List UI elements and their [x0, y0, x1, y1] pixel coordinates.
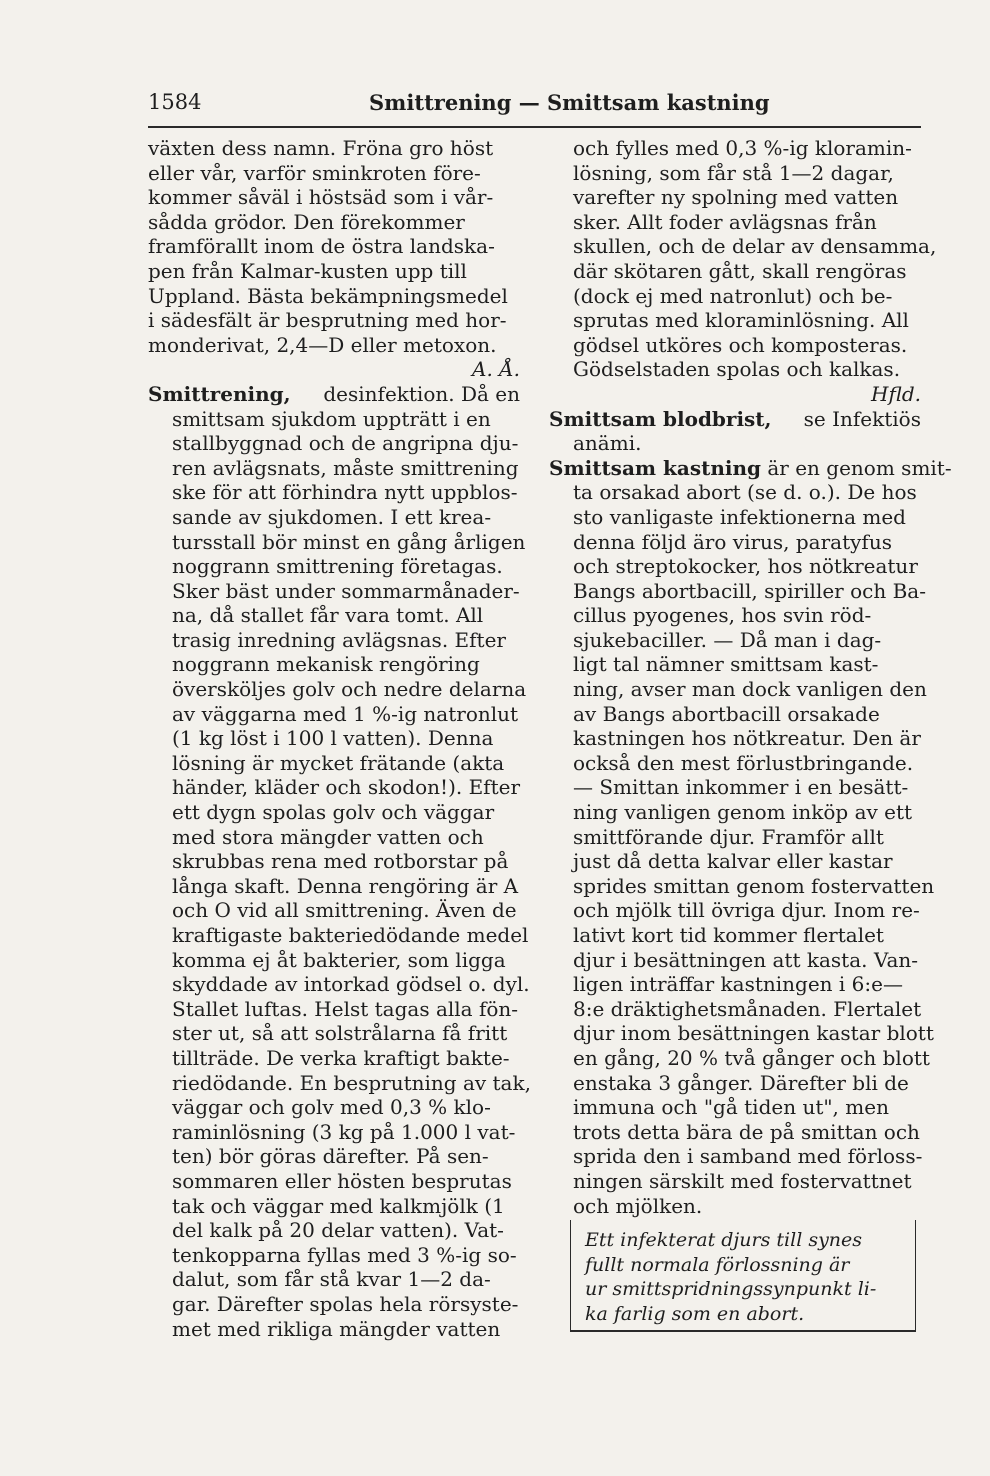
- entry-term: Smittsam blodbrist,: [549, 406, 772, 431]
- text-line: stallbyggnad och de angripna dju-: [172, 431, 519, 456]
- text-line: — Smittan inkommer i en besätt-: [573, 775, 909, 800]
- text-line: noggrann mekanisk rengöring: [172, 652, 480, 677]
- text-line: ett dygn spolas golv och väggar: [172, 800, 495, 825]
- text-line: del kalk på 20 delar vatten). Vat-: [172, 1218, 504, 1243]
- author-signature: A. Å.: [472, 357, 520, 382]
- text-line: av väggarna med 1 %-ig natronlut: [172, 701, 519, 726]
- text-line: kastningen hos nötkreatur. Den är: [573, 726, 921, 751]
- header-rule: [148, 126, 921, 128]
- entry-first-line: [148, 382, 520, 407]
- text-line: ske för att förhindra nytt uppblos-: [172, 480, 518, 505]
- text-line: ning vanligen genom inköp av ett: [573, 800, 913, 825]
- entry-first-line: [549, 455, 952, 481]
- text-line: sommaren eller hösten besprutas: [172, 1168, 512, 1193]
- text-line: sande av sjukdomen. I ett krea-: [172, 504, 492, 529]
- text-line: ren avlägsnats, måste smittrening: [172, 455, 519, 480]
- text-line: Gödselstaden spolas och kalkas.: [573, 357, 901, 382]
- text-line: kraftigaste bakteriedödande medel: [172, 923, 529, 947]
- paragraph-smittrening-cont: [549, 136, 937, 407]
- text-line: cillus pyogenes, hos svin röd-: [573, 603, 872, 628]
- text-line: i sädesfält är besprutning med hor-: [148, 308, 507, 333]
- text-line: (dock ej med natronlut) och be-: [573, 283, 893, 308]
- text-line: ta orsakad abort (se d. o.). De hos: [573, 480, 917, 505]
- note-line: Ett infekterat djurs till synes: [585, 1229, 863, 1251]
- text-line: 8:e dräktighetsmånaden. Flertalet: [573, 996, 922, 1021]
- text-line: ligen inträffar kastningen i 6:e—: [573, 972, 903, 997]
- text-line: pen från Kalmar-kusten upp till: [148, 258, 467, 283]
- text-line: väggar och golv med 0,3 % klo-: [172, 1095, 491, 1120]
- text-line: och mjölken.: [573, 1193, 703, 1218]
- running-title: Smittrening — Smittsam kastning: [369, 90, 770, 115]
- text-line: sjukebaciller. — Då man i dag-: [573, 627, 882, 652]
- cross-reference: se Infektiös: [803, 406, 921, 431]
- text-line: med stora mängder vatten och: [172, 824, 484, 849]
- text-line: met med rikliga mängder vatten: [172, 1316, 501, 1341]
- text-line: växten dess namn. Fröna gro höst: [148, 136, 494, 160]
- note-line: fullt normala förlossning är: [585, 1253, 850, 1276]
- entry-smittrening: [148, 381, 531, 1341]
- text-line: tak och väggar med kalkmjölk (1: [172, 1193, 505, 1218]
- text-line: komma ej åt bakterier, som ligga: [172, 947, 506, 972]
- text-line: noggrann smittrening företagas.: [172, 554, 503, 579]
- text-line: lösning är mycket frätande (akta: [172, 750, 505, 775]
- text-line: Stallet luftas. Helst tagas alla fön-: [172, 996, 519, 1021]
- entry-first-line: [549, 407, 921, 432]
- text-line: framförallt inom de östra landska-: [148, 234, 495, 259]
- author-signature: Hfld.: [871, 381, 921, 406]
- text-line: monderivat, 2,4—D eller metoxon.: [148, 332, 497, 357]
- paragraph-sminkrot-end: [148, 136, 520, 382]
- left-column: [148, 136, 531, 1341]
- text-line: skrubbas rena med rotborstar på: [172, 849, 509, 874]
- text-line: Bangs abortbacill, spiriller och Ba-: [573, 578, 926, 603]
- text-line: översköljes golv och nedre delarna: [172, 677, 527, 702]
- entry-smittsam-kastning: [549, 455, 952, 1218]
- text-line: sto vanligaste infektionerna med: [573, 504, 906, 529]
- text-line: trasig inredning avlägsnas. Efter: [172, 627, 506, 652]
- text-line: sådda grödor. Den förekommer: [148, 209, 465, 234]
- text-line: ligt tal nämner smittsam kast-: [573, 652, 879, 677]
- text-line: ten) bör göras därefter. På sen-: [172, 1144, 489, 1169]
- text-line: skullen, och de delar av densamma,: [573, 234, 937, 259]
- text-line: av Bangs abortbacill orsakade: [573, 701, 880, 726]
- text-line: anämi.: [573, 431, 642, 456]
- entry-term: Smittsam kastning: [549, 455, 762, 480]
- text-line: en gång, 20 % två gånger och blott: [573, 1045, 930, 1070]
- text-line: djur i besättningen att kasta. Van-: [573, 947, 918, 972]
- text-line: och streptokocker, hos nötkreatur: [573, 554, 918, 579]
- text-line: gödsel utköres och komposteras.: [573, 332, 908, 357]
- entry-term: Smittrening,: [148, 381, 291, 406]
- text-line: denna följd äro virus, paratyfus: [573, 529, 892, 554]
- text-line: gar. Därefter spolas hela rörsyste-: [172, 1291, 519, 1316]
- text-line: lösning, som får stå 1—2 dagar,: [573, 160, 894, 185]
- text-line: händer, kläder och skodon!). Efter: [172, 775, 521, 800]
- text-line: trots detta bära de på smittan och: [573, 1119, 920, 1144]
- text-line: och mjölk till övriga djur. Inom re-: [573, 898, 920, 923]
- entry-body: [549, 480, 935, 1218]
- text-line: och fylles med 0,3 %-ig kloramin-: [573, 136, 912, 160]
- text-line: smittförande djur. Framför allt: [573, 824, 884, 849]
- note-line: ka farlig som en abort.: [585, 1302, 805, 1325]
- text-line: sker. Allt foder avlägsnas från: [573, 209, 877, 234]
- text-line: tursstall bör minst en gång årligen: [172, 529, 526, 554]
- entry-definition-start: är en genom smit-: [767, 455, 952, 480]
- text-line: långa skaft. Denna rengöring är A: [172, 873, 519, 898]
- text-line: kommer såväl i höstsäd som i vår-: [148, 185, 494, 210]
- text-line: tenkopparna fyllas med 3 %-ig so-: [172, 1242, 517, 1267]
- text-line: enstaka 3 gånger. Därefter bli de: [573, 1070, 909, 1095]
- text-line: djur inom besättningen kastar blott: [573, 1021, 934, 1046]
- text-line: sprides smittan genom fostervatten: [573, 873, 935, 898]
- right-column: [549, 136, 952, 1218]
- text-line: ning, avser man dock vanligen den: [573, 677, 927, 702]
- entry-body: [148, 406, 531, 1342]
- text-line: också den mest förlustbringande.: [573, 750, 914, 775]
- text-line: Uppland. Bästa bekämpningsmedel: [148, 283, 508, 308]
- text-line: ningen särskilt med fostervattnet: [573, 1168, 912, 1193]
- text-line: sprida den i samband med förloss-: [573, 1144, 923, 1169]
- text-line: ster ut, så att solstrålarna få fritt: [172, 1021, 508, 1046]
- text-line: riedödande. En besprutning av tak,: [172, 1070, 531, 1095]
- text-line: (1 kg löst i 100 l vatten). Denna: [172, 726, 494, 751]
- page-number: 1584: [148, 90, 202, 114]
- text-line: och O vid all smittrening. Även de: [172, 898, 517, 923]
- text-line: Sker bäst under sommarmånader-: [172, 578, 520, 603]
- text-line: sprutas med kloraminlösning. All: [573, 308, 909, 333]
- text-line: immuna och "gå tiden ut", men: [573, 1095, 889, 1120]
- note-box: [570, 1220, 916, 1332]
- entry-definition-start: desinfektion. Då en: [323, 381, 520, 406]
- text-line: just då detta kalvar eller kastar: [573, 849, 893, 874]
- entry-body: [549, 431, 921, 456]
- page-header: [148, 84, 921, 124]
- text-line: raminlösning (3 kg på 1.000 l vat-: [172, 1119, 516, 1144]
- text-line: dalut, som får stå kvar 1—2 da-: [172, 1267, 491, 1292]
- text-line: eller vår, varför sminkroten före-: [148, 160, 481, 185]
- text-line: varefter ny spolning med vatten: [573, 185, 899, 210]
- text-line: na, då stallet får vara tomt. All: [172, 603, 484, 628]
- text-line: där skötaren gått, skall rengöras: [573, 258, 907, 283]
- text-line: tillträde. De verka kraftigt bakte-: [172, 1045, 510, 1070]
- entry-smittsam-blodbrist: [549, 407, 921, 456]
- note-line: ur smittspridningssynpunkt li-: [585, 1278, 877, 1300]
- text-line: skyddade av intorkad gödsel o. dyl.: [172, 972, 530, 997]
- text-line: smittsam sjukdom uppträtt i en: [172, 406, 491, 431]
- text-line: lativt kort tid kommer flertalet: [573, 923, 884, 947]
